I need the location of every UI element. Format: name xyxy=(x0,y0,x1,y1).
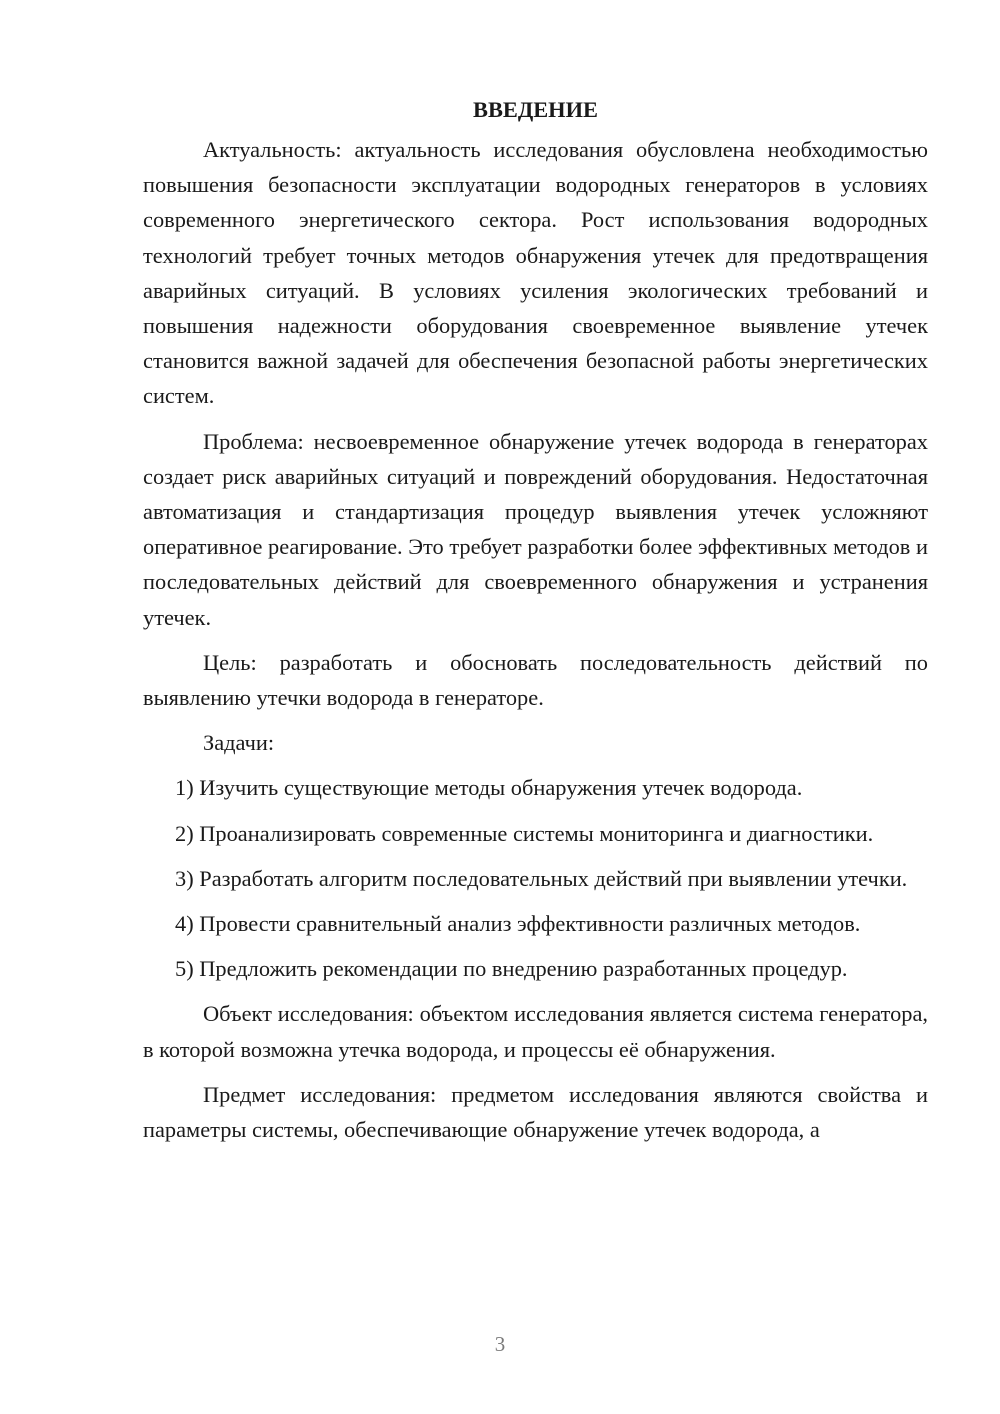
tasks-heading: Задачи: xyxy=(203,730,275,756)
page-number: 3 xyxy=(494,1332,506,1356)
task-item-3: 3) Разработать алгоритм последовательных действий при выявлении утечки. xyxy=(175,865,908,891)
paragraph-problem: Проблема: несвоевременное обнаружение утечек водорода в генераторах создает риск аварийных ситуаций и повреждений оборудования. Недостаточная автоматизация и стандартизация процедур выявления утечек усложняют оперативное реагирование. Это требует разработки более эффективных методов и последовательных действий для своевременного обнаружения и устранения утечек. xyxy=(143,428,928,630)
task-item-1: 1) Изучить существующие методы обнаружения утечек водорода. xyxy=(175,775,803,801)
task-item-5: 5) Предложить рекомендации по внедрению разработанных процедур. xyxy=(175,956,848,982)
paragraph-goal: Цель: разработать и обосновать последовательность действий по выявлению утечки водорода в генераторе. xyxy=(143,649,928,711)
task-item-2: 2) Проанализировать современные системы мониторинга и диагностики. xyxy=(175,820,874,846)
paragraph-object: Объект исследования: объектом исследования является система генератора, в которой возможна утечка водорода, и процессы её обнаружения. xyxy=(143,1001,928,1062)
document-page xyxy=(143,92,928,1147)
paragraph-relevance: Актуальность: актуальность исследования обусловлена необходимостью повышения безопасности эксплуатации водородных генераторов в условиях современного энергетического сектора. Рост использования водородных технологий требует точных методов обнаружения утечек для предотвращения аварийных ситуаций. В условиях усиления экологических требований и повышения надежности оборудования своевременное выявление утечек становится важной задачей для обеспечения безопасной работы энергетических систем. xyxy=(143,137,928,409)
paragraph-subject: Предмет исследования: предметом исследования являются свойства и параметры системы, обеспечивающие обнаружение утечек водорода, а xyxy=(143,1081,928,1143)
page-title: ВВЕДЕНИЕ xyxy=(473,97,598,122)
task-item-4: 4) Провести сравнительный анализ эффективности различных методов. xyxy=(175,911,861,937)
